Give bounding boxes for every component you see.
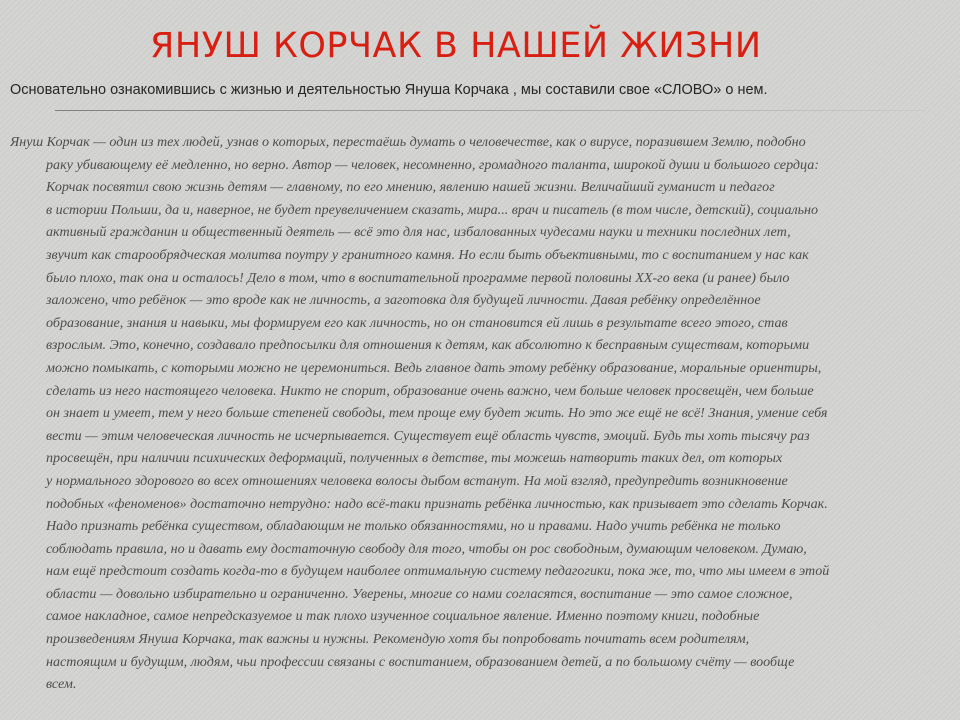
- essay-line: сделать из него настоящего человека. Никто не спорит, образование очень важно, чем больше человек просвещён, чем больше: [46, 382, 814, 399]
- essay-line: Януш Корчак — один из тех людей, узнав о которых, перестаёшь думать о человечестве, как о вирусе, поразившем Землю, подобно: [10, 134, 806, 150]
- essay-line: вести — этим человеческая личность не исчерпывается. Существует ещё область чувств, эмоций. Будь ты хоть тысячу раз: [46, 427, 810, 444]
- essay-line: области — довольно избирательно и ограниченно. Уверены, многие со нами согласятся, воспитание — это самое сложное,: [46, 585, 793, 602]
- slide-subtitle: Основательно ознакомившись с жизнью и деятельностью Януша Корчака , мы составили свое «СЛОВО» о нем.: [10, 82, 768, 98]
- essay-line: образование, знания и навыки, мы формируем его как личность, но он становится ей лишь в результате всего этого, став: [46, 314, 788, 331]
- essay-line: можно помыкать, с которыми можно не церемониться. Ведь главное дать этому ребёнку образование, моральные ориентиры,: [46, 359, 822, 376]
- essay-line: заложено, что ребёнок — это вроде как не личность, а заготовка для будущей личности. Давая ребёнку определённое: [46, 292, 761, 309]
- essay-line: нам ещё предстоит создать когда-то в будущем наиболее оптимальную систему педагогики, пока же, то, что мы имеем в этой: [46, 563, 830, 580]
- essay-line: подобных «феноменов» достаточно нетрудно: надо всё-таки признать ребёнка личностью, как призывает это сделать Корчак.: [46, 495, 828, 512]
- slide-title: ЯНУШ КОРЧАК В НАШЕЙ ЖИЗНИ: [150, 26, 762, 66]
- essay-line: звучит как старообрядческая молитва поутру у гранитного камня. Но если быть объективными, то с воспитанием у нас как: [46, 246, 809, 263]
- essay-line: он знает и умеет, тем у него больше степеней свободы, тем проще ему будет жить. Но это же ещё не всё! Знания, умение себя: [46, 405, 828, 422]
- essay-line: Надо признать ребёнка существом, обладающим не только обязанностями, но и правами. Надо учить ребёнка не только: [46, 518, 781, 535]
- essay-line: взрослым. Это, конечно, создавало предпосылки для отношения к детям, как абсолютно к бесправным существам, которыми: [46, 337, 810, 354]
- essay-line: у нормального здорового во всех отношениях человека волосы дыбом встанут. На мой взгляд, предупредить возникновение: [46, 472, 788, 489]
- essay-line: Корчак посвятил свою жизнь детям — главному, по его мнению, явлению нашей жизни. Величайший гуманист и педагог: [46, 179, 775, 196]
- title-divider: [55, 110, 925, 111]
- essay-line: в истории Польши, да и, наверное, не будет преувеличением сказать, мира... врач и писатель (в том числе, детский), социально: [46, 201, 819, 218]
- essay-line: самое накладное, самое непредсказуемое и так плохо изученное социальное явление. Именно поэтому книги, подобные: [46, 608, 760, 625]
- essay-line: было плохо, так она и осталось! Дело в том, что в воспитательной программе первой половины ХХ-го века (и ранее) было: [46, 269, 790, 286]
- essay-line: просвещён, при наличии психических деформаций, полученных в детстве, ты можешь натворить таких дел, от которых: [46, 450, 783, 467]
- essay-line: раку убивающему её медленно, но верно. Автор — человек, несомненно, громадного таланта, широкой души и большого сердца:: [46, 156, 820, 173]
- essay-body: [10, 131, 946, 691]
- essay-line: активный гражданин и общественный деятель — всё это для нас, избалованных чудесами науки и техники последних лет,: [46, 224, 791, 241]
- essay-line: всем.: [46, 676, 77, 691]
- essay-line: настоящим и будущим, людям, чьи профессии связаны с воспитанием, образованием детей, а по большому счёту — вообще: [46, 653, 795, 670]
- essay-line: произведениям Януша Корчака, так важны и нужны. Рекомендую хотя бы попробовать почитать всем родителям,: [46, 631, 750, 648]
- essay-line: соблюдать правила, но и давать ему достаточную свободу для того, чтобы он рос свободным, думающим человеком. Думаю,: [46, 540, 807, 557]
